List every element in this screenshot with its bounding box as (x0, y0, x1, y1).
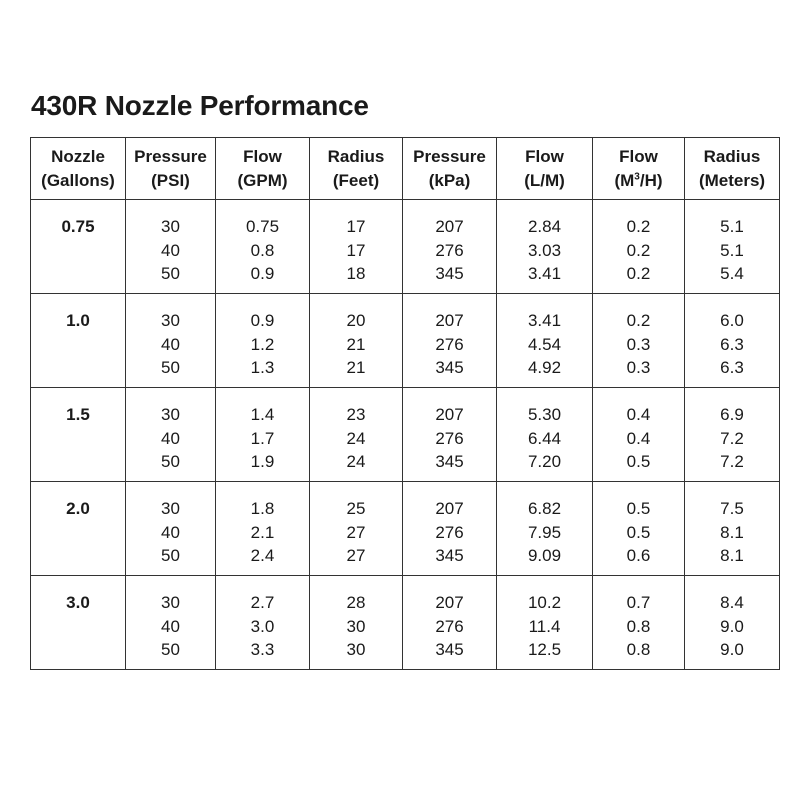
cell-value: 40 (161, 616, 180, 636)
unit-prefix: (M (614, 171, 635, 190)
radius-feet-cell (310, 200, 403, 294)
cell-value: 6.0 (720, 311, 744, 330)
unit-superscript: 3 (634, 171, 640, 183)
cell-value: 40 (161, 428, 180, 448)
nozzle-size: 2.0 (66, 499, 90, 518)
flow-lpm-cell (497, 294, 593, 388)
flow-lpm-cell (497, 200, 593, 294)
cell-value: 1.7 (250, 428, 275, 448)
cell-value: 30 (346, 616, 366, 636)
cell-value: 6.44 (527, 428, 562, 448)
table-row (31, 576, 780, 670)
cell-value: 9.09 (527, 546, 562, 565)
cell-value: 207 (435, 311, 464, 330)
header-label: Radius (703, 147, 761, 166)
cell-value: 30 (161, 311, 180, 330)
cell-value: 10.2 (527, 593, 562, 612)
cell-value: 0.6 (626, 546, 651, 565)
flow-gpm-cell (216, 200, 310, 294)
cell-value: 17 (346, 240, 366, 260)
cell-value: 276 (435, 240, 464, 260)
nozzle-size: 1.5 (66, 405, 90, 424)
header-unit: (GPM) (237, 171, 288, 190)
cell-value: 27 (346, 546, 366, 565)
pressure-psi-cell (126, 388, 216, 482)
flow-lpm-cell (497, 576, 593, 670)
cell-value: 0.7 (626, 593, 651, 612)
cell-value: 5.4 (720, 264, 744, 283)
nozzle-size: 3.0 (66, 593, 90, 612)
cell-value: 276 (435, 334, 464, 354)
cell-value: 0.2 (626, 240, 651, 260)
nozzle-cell (31, 576, 126, 670)
cell-value: 276 (435, 428, 464, 448)
cell-value: 0.5 (626, 452, 651, 471)
cell-value: 345 (435, 640, 464, 659)
radius-meters-cell (685, 294, 780, 388)
cell-value: 207 (435, 593, 464, 612)
header-pressure-kpa (403, 138, 497, 200)
unit-suffix: /H) (639, 171, 663, 190)
cell-value: 7.20 (527, 452, 562, 471)
cell-value: 4.92 (527, 358, 562, 377)
flow-gpm-cell (216, 294, 310, 388)
cell-value: 7.2 (720, 428, 744, 448)
pressure-psi-cell (126, 294, 216, 388)
cell-value: 1.3 (250, 358, 275, 377)
header-radius-meters (685, 138, 780, 200)
cell-value: 25 (346, 499, 366, 518)
cell-value: 5.1 (720, 240, 744, 260)
header-unit: (Feet) (332, 171, 380, 190)
cell-value: 276 (435, 522, 464, 542)
pressure-kpa-cell (403, 200, 497, 294)
cell-value: 0.4 (626, 428, 651, 448)
cell-value: 1.2 (250, 334, 275, 354)
cell-value: 3.03 (527, 240, 562, 260)
nozzle-cell (31, 200, 126, 294)
cell-value: 23 (346, 405, 366, 424)
cell-value: 3.0 (250, 616, 275, 636)
cell-value: 1.8 (250, 499, 275, 518)
cell-value: 345 (435, 546, 464, 565)
header-unit: (PSI) (151, 171, 190, 190)
cell-value: 3.41 (527, 311, 562, 330)
cell-value: 17 (346, 217, 366, 236)
cell-value: 6.3 (720, 358, 744, 377)
cell-value: 3.41 (527, 264, 562, 283)
cell-value: 345 (435, 358, 464, 377)
table-row (31, 388, 780, 482)
table-row (31, 294, 780, 388)
radius-meters-cell (685, 388, 780, 482)
cell-value: 20 (346, 311, 366, 330)
flow-m3h-cell (593, 200, 685, 294)
cell-value: 40 (161, 240, 180, 260)
cell-value: 0.9 (250, 311, 275, 330)
header-flow-lpm (497, 138, 593, 200)
cell-value: 6.82 (527, 499, 562, 518)
cell-value: 1.9 (250, 452, 275, 471)
cell-value: 0.2 (626, 311, 651, 330)
header-radius-feet (310, 138, 403, 200)
cell-value: 8.1 (720, 546, 744, 565)
radius-meters-cell (685, 482, 780, 576)
radius-feet-cell (310, 294, 403, 388)
cell-value: 6.3 (720, 334, 744, 354)
cell-value: 30 (161, 405, 180, 424)
radius-feet-cell (310, 576, 403, 670)
header-unit: (Gallons) (41, 171, 115, 190)
cell-value: 9.0 (720, 640, 744, 659)
cell-value: 7.5 (720, 499, 744, 518)
header-flow-gpm (216, 138, 310, 200)
cell-value: 24 (346, 452, 366, 471)
table-body (31, 200, 780, 670)
cell-value: 4.54 (527, 334, 562, 354)
pressure-kpa-cell (403, 576, 497, 670)
pressure-psi-cell (126, 200, 216, 294)
cell-value: 9.0 (720, 616, 744, 636)
flow-gpm-cell (216, 482, 310, 576)
cell-value: 30 (161, 499, 180, 518)
flow-m3h-cell (593, 294, 685, 388)
radius-meters-cell (685, 200, 780, 294)
flow-lpm-cell (497, 388, 593, 482)
cell-value: 0.8 (626, 640, 651, 659)
flow-m3h-cell (593, 482, 685, 576)
cell-value: 50 (161, 452, 180, 471)
cell-value: 2.7 (250, 593, 275, 612)
nozzle-size: 0.75 (61, 217, 95, 236)
cell-value: 5.30 (527, 405, 562, 424)
cell-value: 0.8 (250, 240, 275, 260)
cell-value: 207 (435, 405, 464, 424)
header-label: Radius (327, 147, 385, 166)
cell-value: 24 (346, 428, 366, 448)
radius-feet-cell (310, 388, 403, 482)
cell-value: 2.84 (527, 217, 562, 236)
cell-value: 40 (161, 334, 180, 354)
cell-value: 0.8 (626, 616, 651, 636)
cell-value: 3.3 (250, 640, 275, 659)
header-label: Pressure (134, 147, 207, 166)
header-unit: (L/M) (524, 171, 565, 190)
cell-value: 30 (161, 593, 180, 612)
flow-lpm-cell (497, 482, 593, 576)
cell-value: 0.3 (626, 358, 651, 377)
pressure-kpa-cell (403, 482, 497, 576)
table-row (31, 200, 780, 294)
cell-value: 276 (435, 616, 464, 636)
cell-value: 50 (161, 358, 180, 377)
flow-m3h-cell (593, 388, 685, 482)
header-label: Flow (243, 147, 282, 166)
cell-value: 5.1 (720, 217, 744, 236)
nozzle-cell (31, 388, 126, 482)
cell-value: 207 (435, 499, 464, 518)
cell-value: 7.95 (527, 522, 562, 542)
cell-value: 30 (161, 217, 180, 236)
cell-value: 0.5 (626, 522, 651, 542)
cell-value: 345 (435, 452, 464, 471)
cell-value: 50 (161, 640, 180, 659)
cell-value: 0.2 (626, 217, 651, 236)
cell-value: 0.5 (626, 499, 651, 518)
cell-value: 21 (346, 358, 366, 377)
cell-value: 345 (435, 264, 464, 283)
header-label: Flow (525, 147, 564, 166)
cell-value: 0.3 (626, 334, 651, 354)
header-unit (593, 169, 684, 193)
cell-value: 50 (161, 264, 180, 283)
cell-value: 30 (346, 640, 366, 659)
flow-gpm-cell (216, 576, 310, 670)
table-header (31, 138, 780, 200)
cell-value: 207 (435, 217, 464, 236)
pressure-psi-cell (126, 482, 216, 576)
cell-value: 0.9 (250, 264, 275, 283)
header-label: Flow (619, 147, 658, 166)
page-title: 430R Nozzle Performance (31, 90, 369, 121)
header-row (31, 138, 780, 200)
nozzle-cell (31, 294, 126, 388)
cell-value: 8.1 (720, 522, 744, 542)
pressure-psi-cell (126, 576, 216, 670)
cell-value: 6.9 (720, 405, 744, 424)
table-row (31, 482, 780, 576)
cell-value: 0.75 (245, 217, 280, 236)
nozzle-performance-table (30, 137, 780, 670)
header-pressure-psi (126, 138, 216, 200)
header-unit: (Meters) (698, 171, 766, 190)
header-label: Pressure (413, 147, 486, 166)
cell-value: 18 (346, 264, 366, 283)
header-unit: (kPa) (428, 171, 471, 190)
cell-value: 8.4 (720, 593, 744, 612)
cell-value: 2.4 (250, 546, 275, 565)
cell-value: 0.2 (626, 264, 651, 283)
cell-value: 27 (346, 522, 366, 542)
flow-m3h-cell (593, 576, 685, 670)
radius-meters-cell (685, 576, 780, 670)
cell-value: 11.4 (528, 616, 561, 636)
cell-value: 0.4 (626, 405, 651, 424)
pressure-kpa-cell (403, 294, 497, 388)
cell-value: 50 (161, 546, 180, 565)
cell-value: 7.2 (720, 452, 744, 471)
cell-value: 2.1 (250, 522, 275, 542)
header-label: Nozzle (51, 147, 105, 166)
cell-value: 28 (346, 593, 366, 612)
cell-value: 1.4 (250, 405, 275, 424)
flow-gpm-cell (216, 388, 310, 482)
cell-value: 12.5 (527, 640, 562, 659)
nozzle-cell (31, 482, 126, 576)
cell-value: 40 (161, 522, 180, 542)
cell-value: 21 (346, 334, 366, 354)
nozzle-size: 1.0 (66, 311, 90, 330)
pressure-kpa-cell (403, 388, 497, 482)
header-nozzle-gallons (31, 138, 126, 200)
header-flow-m3h (593, 138, 685, 200)
radius-feet-cell (310, 482, 403, 576)
